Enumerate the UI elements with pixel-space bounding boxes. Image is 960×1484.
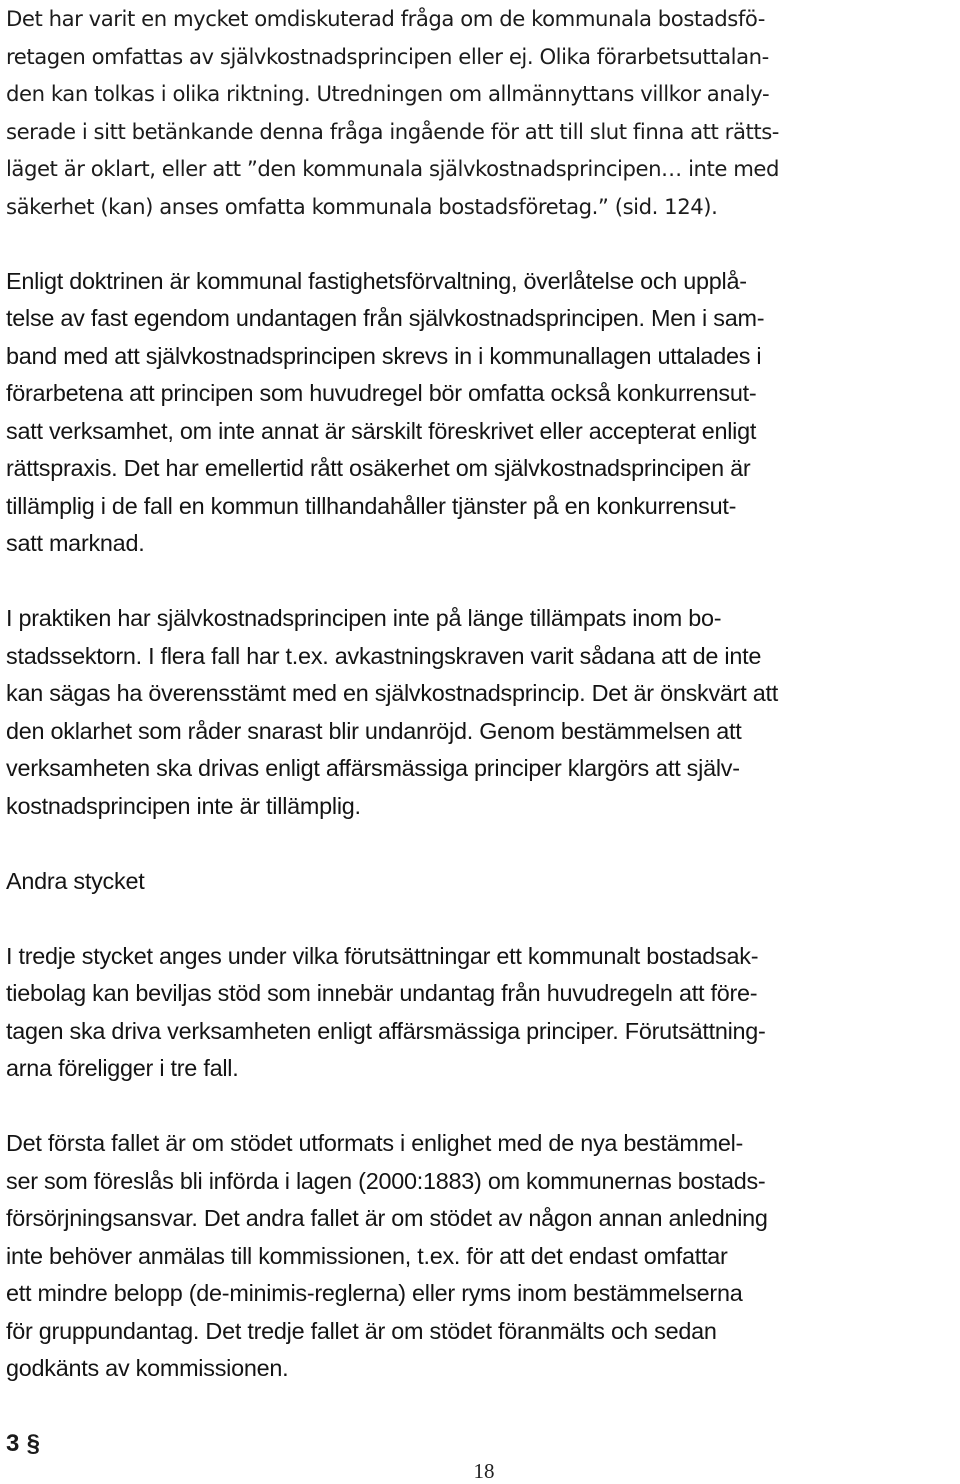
paragraph-gap [6,1388,956,1426]
text-line: Enligt doktrinen är kommunal fastighetsförvaltning, överlåtelse och upplå- [6,267,747,294]
text-line: retagen omfattas av självkostnadsprincipen eller ej. Olika förarbetsuttalan- [6,43,769,69]
text-line: säkerhet (kan) anses omfatta kommunala bostadsföretag.” (sid. 124). [6,193,718,219]
body-text [6,0,956,1425]
text-line: kan sägas ha överensstämt med en självkostnadsprincip. Det är önskvärt att [6,680,778,706]
paragraph-gap [6,563,956,601]
text-line: tiebolag kan beviljas stöd som innebär undantag från huvudregeln att före- [6,980,758,1006]
text-line: stadssektorn. I flera fall har t.ex. avkastningskraven varit sådana att de inte [6,642,762,669]
section-heading: 3 § [6,1430,41,1457]
paragraph-gap [6,225,956,263]
text-line: band med att självkostnadsprincipen skrevs in i kommunallagen uttalades i [6,342,762,369]
text-line: godkänts av kommissionen. [6,1355,289,1381]
text-line: verksamheten ska drivas enligt affärsmässiga principer klargörs att själv- [6,755,740,781]
text-line: Det har varit en mycket omdiskuterad fråga om de kommunala bostadsfö- [6,6,765,31]
paragraph-gap [6,1088,956,1126]
paragraph-gap [6,825,956,863]
text-line: tillämplig i de fall en kommun tillhandahåller tjänster på en konkurrensut- [6,492,737,519]
page-number: 18 [473,1459,495,1483]
text-line: inte behöver anmälas till kommissionen, t.ex. för att det endast omfattar [6,1242,728,1269]
text-line: serade i sitt betänkande denna fråga ingående för att till slut finna att rätts- [6,118,779,144]
text-line: läget är oklart, eller att ”den kommunala självkostnadsprincipen… inte med [6,156,779,181]
text-line: kostnadsprincipen inte är tillämplig. [6,792,361,819]
document-page [6,0,956,1463]
text-line: den kan tolkas i olika riktning. Utredningen om allmännyttans villkor analy- [6,81,770,106]
paragraph [6,263,956,563]
text-line: tagen ska driva verksamheten enligt affärsmässiga principer. Förutsättning- [6,1017,766,1044]
paragraph-gap [6,900,956,938]
text-line: Andra stycket [6,867,145,894]
paragraph [6,1125,956,1388]
text-line: förarbetena att principen som huvudregel bör omfatta också konkurrensut- [6,380,757,406]
paragraph [6,0,956,225]
text-line: ett mindre belopp (de-minimis-reglerna) eller ryms inom bestämmelserna [6,1280,743,1306]
text-line: I tredje stycket anges under vilka förutsättningar ett kommunalt bostadsak- [6,942,759,969]
text-line: Det första fallet är om stödet utformats i enlighet med de nya bestämmel- [6,1130,744,1156]
text-line: för gruppundantag. Det tredje fallet är om stödet föranmälts och sedan [6,1317,717,1344]
paragraph [6,938,956,1088]
text-line: arna föreligger i tre fall. [6,1055,239,1081]
paragraph [6,600,956,825]
text-line: försörjningsansvar. Det andra fallet är om stödet av någon annan anledning [6,1205,768,1231]
text-line: satt verksamhet, om inte annat är särskilt föreskrivet eller accepterat enligt [6,417,757,444]
text-line: ser som föreslås bli införda i lagen (2000:1883) om kommunernas bostads- [6,1167,766,1194]
text-line: telse av fast egendom undantagen från självkostnadsprincipen. Men i sam- [6,305,765,331]
text-line: satt marknad. [6,530,145,556]
paragraph [6,863,956,901]
text-line: rättspraxis. Det har emellertid rått osäkerhet om självkostnadsprincipen är [6,455,751,481]
text-line: den oklarhet som råder snarast blir undanröjd. Genom bestämmelsen att [6,717,742,744]
text-line: I praktiken har självkostnadsprincipen inte på länge tillämpats inom bo- [6,605,722,631]
